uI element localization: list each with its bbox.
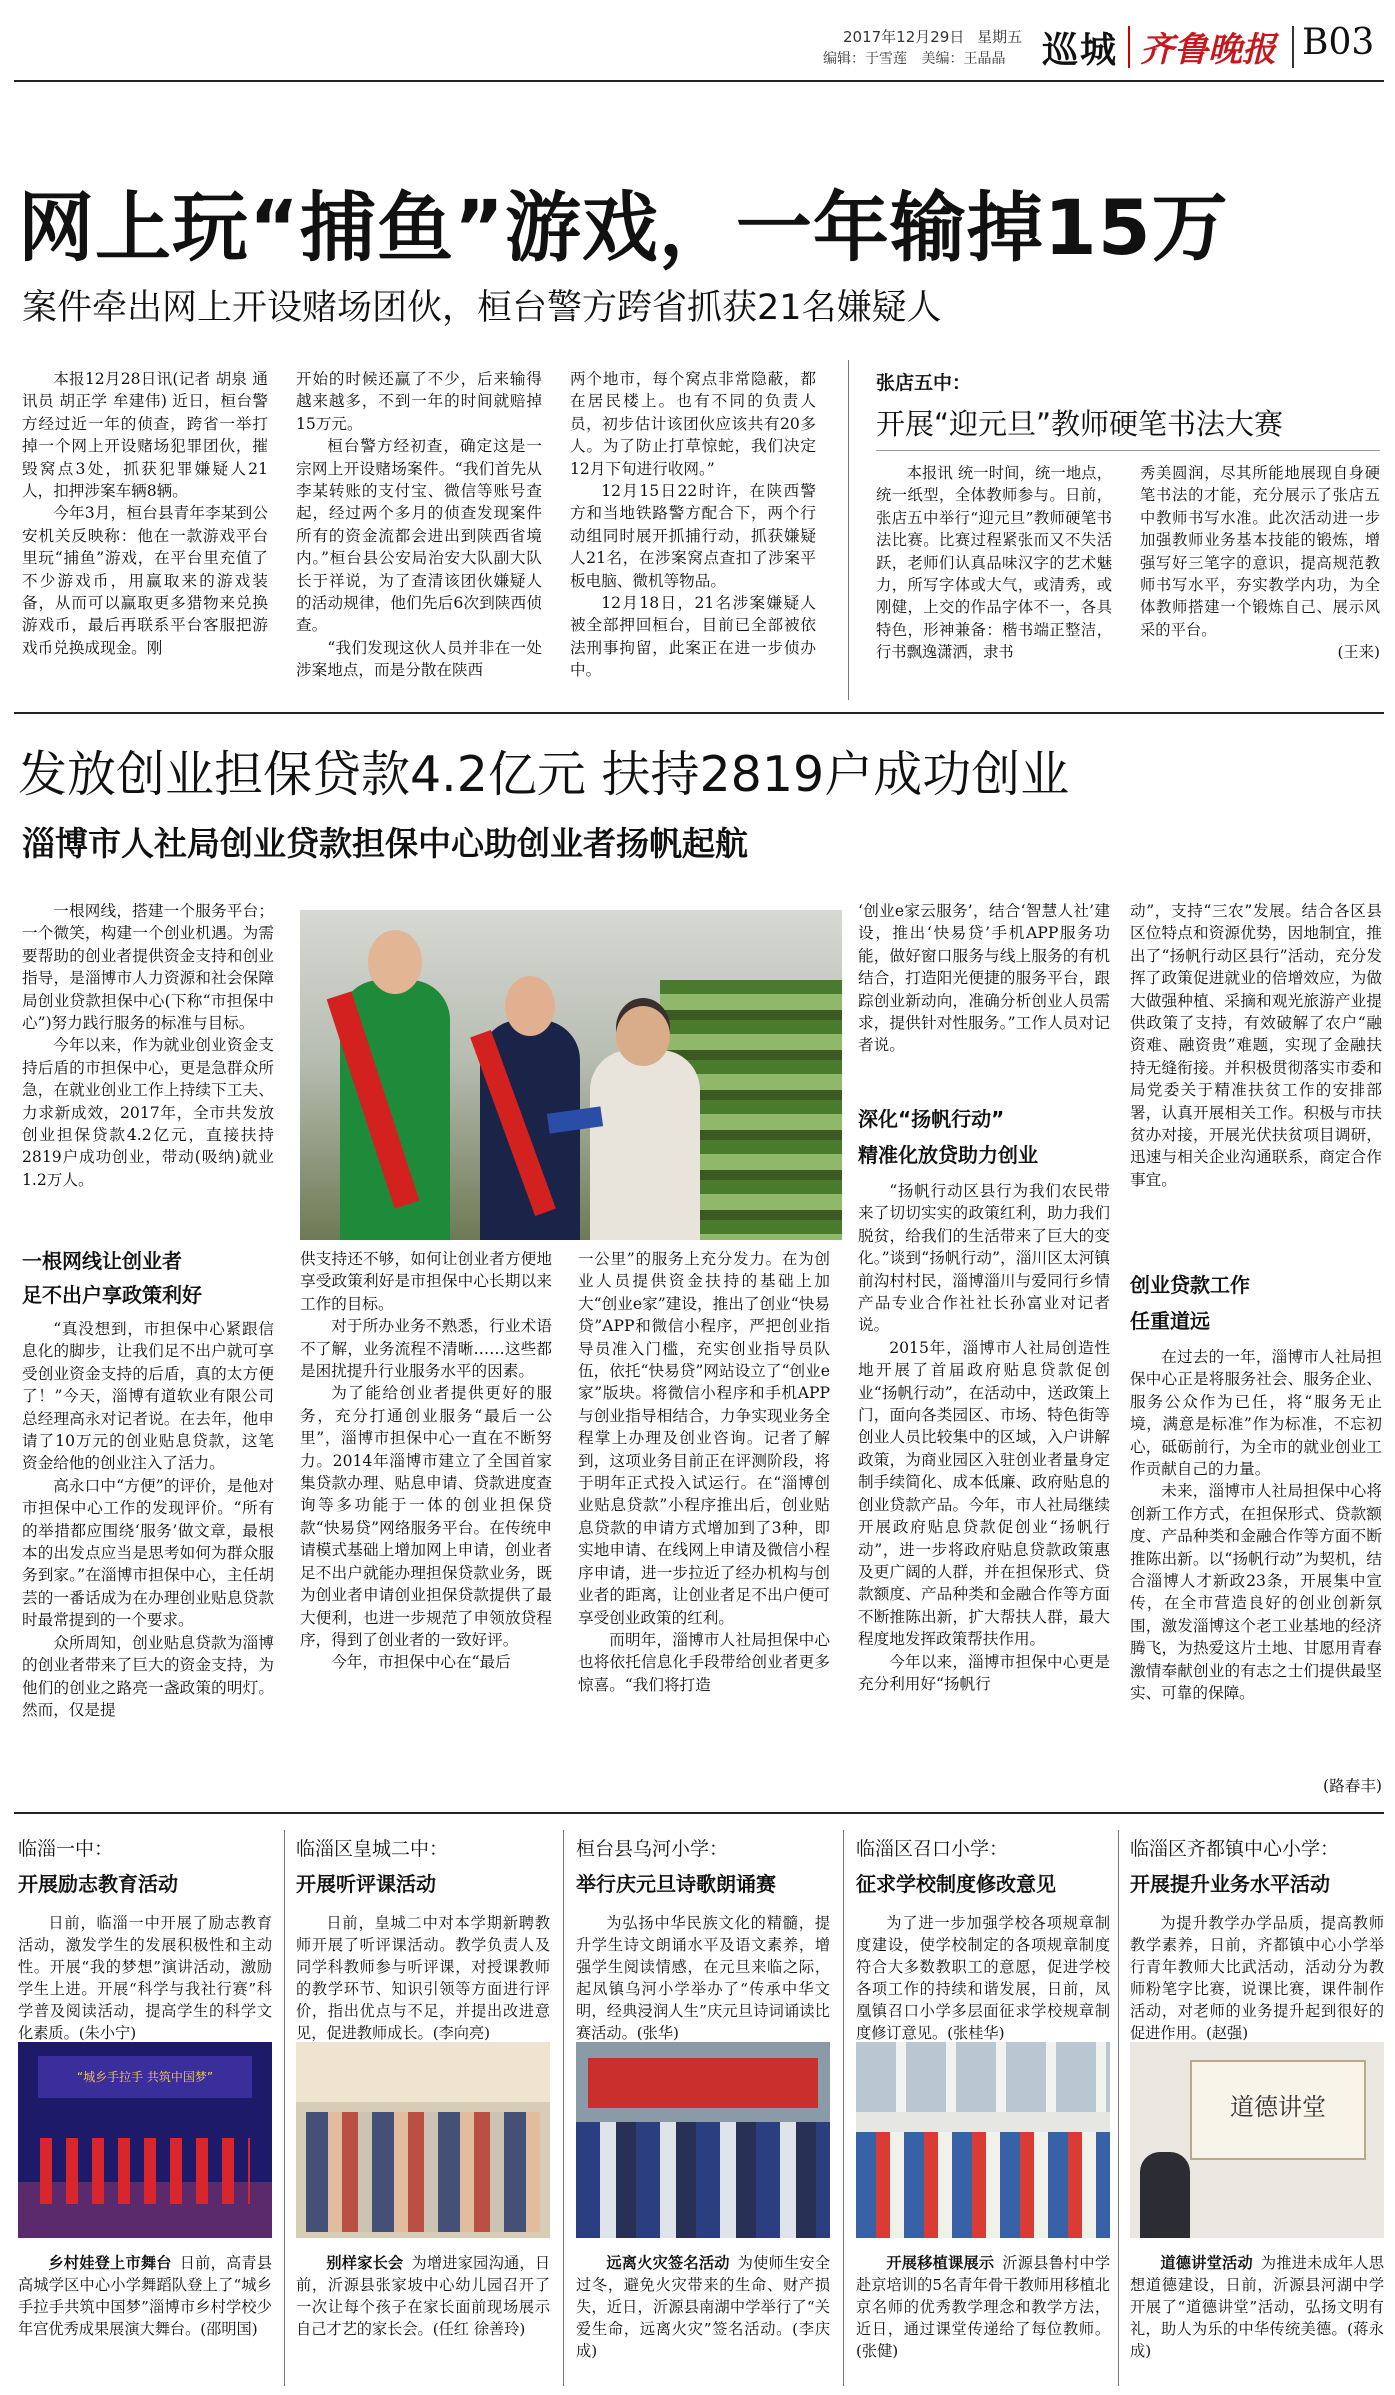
- story2-col1-text: 本报讯 统一时间，统一地点，统一纸型，全体教师参与。日前，张店五中举行“迎元旦”教师硬笔书法比赛。比赛过程紧张而又不失活跃，老师们认真品味汉字的艺术魅力，所写字体或大气，或清秀，或刚健，上交的作品字体不一，各具特色，形神兼备：楷书端正整洁，行书飘逸潇洒，隶书: [876, 464, 1112, 662]
- story1-subhead: 案件牵出网上开设赌场团伙，桓台警方跨省抓获21名嫌疑人: [22, 288, 942, 328]
- brief-5-title: 开展提升业务水平活动: [1130, 1872, 1330, 1896]
- brief-4-title: 征求学校制度修改意见: [856, 1872, 1056, 1896]
- signing-banner: [588, 2058, 818, 2108]
- story2-byline: (王来): [1337, 643, 1380, 662]
- photo-caption-5-byline: (蒋永成): [1130, 2320, 1384, 2360]
- brief-1-body: [18, 1912, 272, 2042]
- story3-col2-p1: 供支持还不够，如何让创业者方便地享受政策利好是市担保中心长期以来工作的目标。: [300, 1250, 552, 1313]
- classroom-windows: [856, 2042, 1110, 2112]
- photo-stage-dance: [18, 2042, 272, 2238]
- story1-col2-p1: 开始的时候还赢了不少，后来输得越来越多，不到一年的时间就赔掉15万元。: [296, 370, 542, 433]
- photo-caption-4-title: 开展移植课展示: [886, 2254, 995, 2272]
- brief-3-title: 举行庆元旦诗歌朗诵赛: [576, 1872, 776, 1896]
- story3-byline: (路春丰): [1323, 1777, 1382, 1795]
- header-designer: 美编：王晶晶: [921, 51, 1006, 67]
- brief-1-text: 日前，临淄一中开展了励志教育活动，激发学生的发展积极性和主动性。开展“我的梦想”演讲活动，激励学生上进。开展“科学与我社行赛”科学普及阅读活动，提高学生的科学文化素质。: [18, 1914, 272, 2042]
- story3-headline: 发放创业担保贷款4.2亿元 扶持2819户成功创业: [18, 746, 1070, 803]
- story3-col5b-p1: 在过去的一年，淄博市人社局担保中心正是将服务社会、服务企业、服务公众作为已任，将“服务无止境，满意是标准”作为标准，不忘初心，砥砺前行，为全市的就业创业工作贡献自己的力量。: [1130, 1348, 1382, 1479]
- story3-col2-p3: 为了能给创业者提供更好的服务，充分打通创业服务“最后一公里”，淄博市担保中心一直在不断努力。2014年淄博市建立了全国首家集贷款办理、贴息申请、贷款进度查询等多功能于一体的创业担保贷款“快易贷”网络服务平台。在传统申请模式基础上增加网上申请，创业者足不出户就能办理担保贷款业务，既为创业者申请创业担保贷款提供了最大便利，也进一步规范了申领放贷程序，得到了创业者的一致好评。: [300, 1384, 552, 1649]
- header-date: [843, 26, 1022, 47]
- brief-4-text: 为了进一步加强学校各项规章制度建设，使学校制定的各项规章制度符合大多数教职工的意愿，促进学校各项工作的持续和谐发展，日前，凤凰镇召口小学多层面征求学校规章制度修订意见。: [856, 1914, 1110, 2042]
- story2-col2-text: 秀美圆润，尽其所能地展现自身硬笔书法的才能，充分展示了张店五中教师书写水准。此次活动进一步加强教师业务基本技能的锻炼，增强写好三笔字的意识，提高规范教师书写水平，夯实教学内功，为全体教师搭建一个锻炼自己、展示风采的平台。: [1140, 464, 1380, 639]
- students-signing: [576, 2122, 830, 2238]
- brief-3-kicker: 桓台县乌河小学：: [576, 1838, 729, 1860]
- photo-caption-1-title: 乡村娃登上市舞台: [48, 2254, 172, 2272]
- brief-1-byline: (朱小宁): [78, 2024, 137, 2042]
- story1-col1: [22, 368, 268, 700]
- photo-caption-1: [18, 2252, 272, 2388]
- brief-divider-1: [284, 1830, 285, 2386]
- stage-banner-text: “城乡手拉手 共筑中国梦”: [76, 2070, 214, 2084]
- photo-caption-1-text: 日前，高青县高城学区中心小学舞蹈队登上了“城乡手拉手共筑中国梦”淄博市乡村学校少年宫优秀成果展演大舞台。: [18, 2254, 273, 2338]
- photo-caption-5: [1130, 2252, 1384, 2388]
- story3-col1b-p3: 众所周知，创业贴息贷款为淄博的创业者带来了巨大的资金支持，为他们的创业之路亮一盏政策的明灯。然而，仅是提: [22, 1633, 274, 1719]
- story3-col1b-p2: 高永口中“方便”的评价，是他对市担保中心工作的发现评价。“所有的举措都应围绕‘服务’做文章，最根本的出发点应当是思考如何为群众服务到家。”在淄博市担保中心，主任胡芸的一番话成为在办理创业贴息贷款时最常提到的一个要求。: [22, 1476, 274, 1630]
- brief-2-body: [296, 1912, 550, 2052]
- header-paper-logo: 齐鲁晚报: [1140, 30, 1276, 70]
- story3-col1b: [22, 1318, 274, 1796]
- photo-caption-3-text: 为使师生安全过冬，避免火灾带来的生命、财产损失，近日，沂源县南湖中学举行了“关爱生命，远离火灾”签名活动。: [576, 2254, 831, 2338]
- section-rule-2: [14, 1812, 1384, 1814]
- story1-col2-p3: “我们发现这伙人员并非在一处涉案地点，而是分散在陕西: [296, 638, 542, 680]
- header-page-number: B03: [1302, 22, 1375, 63]
- elder-woman-head: [616, 1006, 670, 1066]
- story2-col2: [1140, 462, 1380, 700]
- story3-col4b-p1: “扬帆行动区县行为我们农民带来了切切实实的政策红利，助力我们脱贫，给我们的生活带来了巨大的变化。”谈到“扬帆行动”，淄川区太河镇前沟村村民，淄博淄川与爱同行乡情产品专业合作社社长孙富业对记者说。: [858, 1182, 1110, 1335]
- brief-2-title: 开展听评课活动: [296, 1872, 436, 1896]
- photo-caption-2-title: 别样家长会: [326, 2254, 404, 2272]
- header-divider-2: [1292, 26, 1294, 68]
- story3-col5b-p2: 未来，淄博市人社局担保中心将创新工作方式，在担保形式、贷款额度、产品种类和金融合作等方面不断推陈出新。以“扬帆行动”为契机，结合淄博人才新政23条，开展集中宣传，在全市营造良好的创业创新氛围，激发淄博这个老工业基地的经济腾飞，为热爱这片土地、甘愿用青春激情奉献创业的有志之士们提供最坚实、可靠的保障。: [1130, 1482, 1382, 1703]
- story3-col3: [578, 1248, 830, 1796]
- brief-3-body: [576, 1912, 830, 2052]
- header-rule: [14, 80, 1384, 82]
- photo-caption-3-title: 远离火灾签名活动: [606, 2254, 730, 2272]
- header-editor: 编辑：于雪莲: [823, 51, 907, 67]
- brief-divider-2: [563, 1830, 564, 2386]
- brief-2-byline: (李向亮): [432, 2024, 491, 2042]
- story1-divider: [848, 360, 849, 700]
- story3-sub1b: 足不出户享政策利好: [22, 1283, 202, 1307]
- brief-2-kicker: 临淄区皇城二中：: [296, 1838, 449, 1860]
- photo-caption-5-title: 道德讲堂活动: [1160, 2254, 1253, 2272]
- story1-col3-p2: 12月15日22时许，在陕西警方和当地铁路警方配合下，两个行动组同时展开抓捕行动，抓获嫌疑人21名，在涉案窝点查扣了涉案平板电脑、微机等物品。: [570, 482, 816, 590]
- photo-parents-meeting: [296, 2042, 550, 2238]
- story1-headline: 网上玩“捕鱼”游戏，一年输掉15万: [18, 183, 1229, 272]
- story3-col3-p2: 而明年，淄博市人社局担保中心也将依托信息化手段带给创业者更多惊喜。“我们将打造: [578, 1630, 830, 1694]
- story1-col3: [570, 368, 816, 700]
- header-editors: [823, 48, 1005, 68]
- brief-2-text: 日前，皇城二中对本学期新聘教师开展了听评课活动。教学负责人及同学科教师参与听评课，对授课教师的教学环节、知识引领等方面进行评价，指出优点与不足，并提出改进意见，促进教师成长。: [296, 1914, 550, 2042]
- photo-classroom: [856, 2042, 1110, 2238]
- header-divider: [1128, 26, 1130, 68]
- volunteer-woman-head: [505, 976, 555, 1036]
- story3-photo: [300, 910, 842, 1240]
- pupils-desks: [856, 2132, 1110, 2238]
- story1-col1-p1: 本报12月28日讯(记者 胡泉 通讯员 胡正学 牟建伟) 近日，桓台警方经过近一年的侦查，跨省一举打掉一个网上开设赌场犯罪团伙，摧毁窝点3处，抓获犯罪嫌疑人21人，扣押涉案车辆8辆。: [22, 370, 268, 501]
- story3-col4a: [858, 900, 1110, 1094]
- story1-col2-p2: 桓台警方经初查，确定这是一宗网上开设赌场案件。“我们首先从李某转账的支付宝、微信等账号查起，经过两个多月的侦查发现案件所有的资金流都会进出到陕西省境内。”桓台县公安局治安大队副大队长于祥说，为了查清该团伙嫌疑人的活动规律，他们先后6次到陕西侦查。: [296, 437, 542, 635]
- photo-caption-2: [296, 2252, 550, 2388]
- brief-divider-4: [1118, 1830, 1119, 2386]
- photo-caption-2-byline: (任红 徐善玲): [432, 2320, 526, 2338]
- brief-1-kicker: 临淄一中：: [18, 1838, 114, 1860]
- stage-banner: [38, 2056, 252, 2098]
- header-date-text: 2017年12月29日: [843, 28, 965, 46]
- photo-caption-3-byline: (李庆成): [576, 2320, 831, 2360]
- brief-1-title: 开展励志教育活动: [18, 1872, 178, 1896]
- photo-caption-3: [576, 2252, 830, 2388]
- story3-col1b-p1: “真没想到，市担保中心紧跟信息化的脚步，让我们足不出户就可享受创业资金支持的后盾，真的太方便了！”今天，淄博有道软业有限公司总经理高永对记者说。在去年，他申请了10万元的创业贴息贷款，这笔资金给他的创业注入了活力。: [22, 1320, 274, 1473]
- story1-col1-p2: 今年3月，桓台县青年李某到公安机关反映称：他在一款游戏平台里玩“捕鱼”游戏，在平台里充值了不少游戏币，用赢取来的游戏装备，从而可以赢取更多猎物来兑换游戏币，最后再联系平台客服把游戏币兑换成现金。刚: [22, 504, 268, 657]
- lecture-screen: [1190, 2060, 1366, 2160]
- lecturer: [1140, 2152, 1190, 2238]
- section-rule-1: [14, 712, 1384, 714]
- brief-4-byline: (张桂华): [947, 2024, 1005, 2042]
- story3-sub2b: 精准化放贷助力创业: [858, 1143, 1038, 1167]
- header-weekday: 星期五: [977, 28, 1023, 46]
- volunteer-man-head: [368, 930, 422, 994]
- story3-subhead: 淄博市人社局创业贷款担保中心助创业者扬帆起航: [22, 824, 748, 863]
- story3-col4b-p3: 今年以来，淄博市担保中心更是充分利用好“扬帆行: [858, 1652, 1110, 1693]
- photo-caption-4-byline: (张健): [856, 2342, 899, 2360]
- story2-headline: 开展“迎元旦”教师硬笔书法大赛: [876, 407, 1284, 441]
- story2-rule: [876, 450, 1380, 451]
- photo-fire-safety: [576, 2042, 830, 2238]
- story3-col1a-p2: 今年以来，作为就业创业资金支持后盾的市担保中心，更是急群众所急，在就业创业工作上持续下工夫、力求新成效，2017年，全市共发放创业担保贷款4.2亿元，直接扶持2819户成功创业，带动(吸纳)就业1.2万人。: [22, 1036, 274, 1189]
- photo-moral-lecture: [1130, 2042, 1384, 2238]
- story2-col1: [876, 462, 1112, 700]
- brief-5-body: [1130, 1912, 1384, 2052]
- story1-col2: [296, 368, 542, 700]
- photo-caption-1-byline: (邵明国): [200, 2320, 258, 2338]
- story3-col5a-p1: 动”，支持“三农”发展。结合各区县区位特点和资源优势，因地制宜，推出了“扬帆行动区县行”活动，充分发挥了政策促进就业的倍增效应，为做大做强种植、采摘和观光旅游产业提供政策了支持，有效破解了农户“融资难、融资贵”难题，实现了金融扶持无缝衔接。并积极贯彻落实市委和局党委关于精准扶贫工作的安排部署，认真开展相关工作。积极与市扶贫办对接，开展光伏扶贫项目调研，迅速与相关企业沟通联系，商定合作事宜。: [1130, 902, 1382, 1189]
- page-header: [0, 0, 1395, 80]
- elder-woman: [590, 1050, 700, 1240]
- story1-col3-p1: 两个地市，每个窝点非常隐蔽，都在居民楼上。也有不同的负责人员，初步估计该团伙应该共有20多人。为了防止打草惊蛇，我们决定12月下旬进行收网。”: [570, 370, 816, 478]
- story3-col1a: [22, 900, 274, 1216]
- story3-col2: [300, 1248, 552, 1796]
- photo-caption-4-text: 沂源县鲁村中学赴京培训的5名青年骨干教师用移植北京名师的优秀教学理念和教学方法，近日，通过课堂传递给了每位教师。: [856, 2254, 1111, 2338]
- header-section: 巡城: [1042, 30, 1119, 71]
- brief-5-kicker: 临淄区齐都镇中心小学：: [1130, 1838, 1340, 1860]
- story3-sub3b: 任重道远: [1130, 1309, 1210, 1333]
- brief-5-byline: (赵强): [1205, 2024, 1249, 2042]
- brief-divider-3: [843, 1830, 844, 2386]
- story3-sub1: 一根网线让创业者: [22, 1249, 182, 1273]
- classroom-wall: [296, 2042, 550, 2102]
- photo-caption-2-text: 为增进家园沟通，日前，沂源县张家坡中心幼儿园召开了一次让每个孩子在家长面前现场展示自己才艺的家长会。: [296, 2254, 551, 2338]
- brief-5-text: 为提升教学办学品质，提高教师教学素养，日前，齐都镇中心小学举行青年教师大比武活动，活动分为教师粉笔字比赛，说课比赛，课件制作活动，对老师的业务提升起到很好的促进作用。: [1130, 1914, 1384, 2042]
- brief-4-body: [856, 1912, 1110, 2052]
- story1-col3-p3: 12月18日，21名涉案嫌疑人被全部押回桓台，目前已全部被依法刑事拘留，此案正在进一步侦办中。: [570, 594, 816, 680]
- photo-caption-4: [856, 2252, 1110, 2388]
- story3-col1a-p1: 一根网线，搭建一个服务平台；一个微笑，构建一个创业机遇。为需要帮助的创业者提供资金支持和创业指导，是淄博市人力资源和社会保障局创业贷款担保中心(下称“市担保中心”)努力践行服务的标准与目标。: [22, 902, 274, 1033]
- story3-col4b-p2: 2015年，淄博市人社局创造性地开展了首届政府贴息贷款促创业“扬帆行动”，在活动中，送政策上门，面向各类园区、市场、特色街等创业人员比较集中的区域，入户讲解政策，为商业园区入驻创业者量身定制手续简化、成本低廉、政府贴息的创业贷款产品。今年，市人社局继续开展政府贴息贷款促创业“扬帆行动”，进一步将政府贴息贷款政策惠及更广阔的人群，并在担保形式、贷款额度、产品种类和金融合作等方面不断推陈出新，扩大帮扶人群，最大程度地发挥政策帮扶作用。: [858, 1338, 1110, 1649]
- brief-3-byline: (张华): [636, 2024, 679, 2042]
- story2-kicker: 张店五中：: [876, 372, 972, 394]
- brief-3-text: 为弘扬中华民族文化的精髓，提升学生诗文朗诵水平及语文素养，增强学生阅读情感，在元旦来临之际，起凤镇乌河小学举办了“传承中华文明，经典浸润人生”庆元旦诗词诵读比赛活动。: [576, 1914, 830, 2042]
- story3-col4b: [858, 1180, 1110, 1796]
- story3-sub3: 创业贷款工作: [1130, 1273, 1250, 1297]
- story3-col5b: [1130, 1346, 1382, 1774]
- story3-col5a: [1130, 900, 1382, 1266]
- story3-col3-p1: 一公里”的服务上充分发力。在为创业人员提供资金扶持的基础上加大“创业e家”建设，推出了创业“快易贷”APP和微信小程序，严把创业指导员准入门槛，充实创业指导员队伍，依托“快易贷”网站设立了“创业e家”版块。将微信小程序和手机APP与创业指导相结合，力争实现业务全程掌上办理及创业咨询。记者了解到，这项业务目前正在评测阶段，将于明年正式投入试运行。在“淄博创业贴息贷款”小程序推出后，创业贴息贷款的申请方式增加到了3种，即实地申请、在线网上申请及微信小程序申请，进一步拉近了经办机构与创业者的距离，让创业者足不出户便可享受创业政策的红利。: [578, 1250, 830, 1627]
- story3-col2-p2: 对于所办业务不熟悉，行业术语不了解，业务流程不清晰……这些都是困扰提升行业服务水平的因素。: [300, 1317, 552, 1381]
- photo-caption-5-text: 为推进未成年人思想道德建设，日前，沂源县河湖中学开展了“道德讲堂”活动，弘扬文明有礼，助人为乐的中华传统美德。: [1130, 2254, 1385, 2338]
- story3-sub2: 深化“扬帆行动”: [858, 1107, 1005, 1131]
- dancers: [40, 2138, 250, 2204]
- story3-col4a-p1: ‘创业e家云服务’，结合‘智慧人社’建设，推出‘快易贷’手机APP服务功能，做好窗口服务与线上服务的有机结合，打造阳光便捷的服务平台，跟踪创业新动向，准确分析创业人员需求，提供针对性服务。”工作人员对记者说。: [858, 902, 1110, 1055]
- children-group: [306, 2112, 540, 2232]
- story3-col2-p4: 今年，市担保中心在“最后: [331, 1653, 511, 1672]
- lecture-screen-text: 道德讲堂: [1230, 2093, 1326, 2121]
- brief-4-kicker: 临淄区召口小学：: [856, 1838, 1009, 1860]
